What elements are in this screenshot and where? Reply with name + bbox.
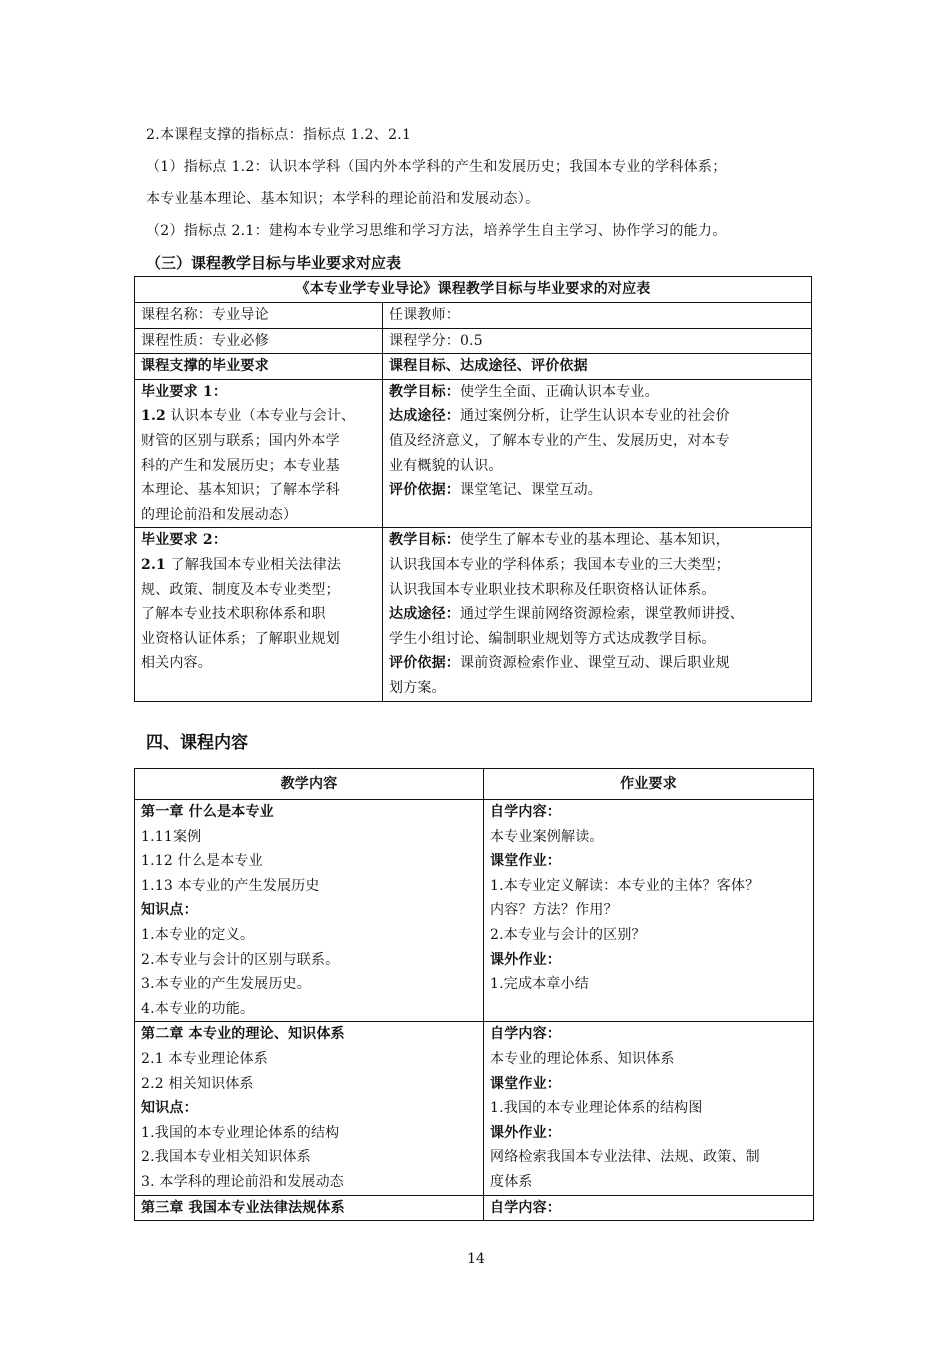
path-text: 通过案例分析，让学生认识本专业的社会价	[460, 408, 730, 425]
self-study-label: 自学内容：	[490, 1026, 561, 1043]
col-header-goals: 课程目标、达成途径、评价依据	[383, 354, 812, 380]
chapter-title: 第二章 本专业的理论、知识体系	[141, 1026, 345, 1043]
course-name-cell: 课程名称：专业导论	[135, 303, 383, 329]
homework-label: 课外作业：	[490, 1124, 561, 1141]
knowledge-point: 3. 本学科的理论前沿和发展动态	[141, 1173, 345, 1190]
requirement-text: 财管的区别与联系；国内外本学	[141, 432, 340, 449]
goal-text: 使学生了解本专业的基本理论、基本知识，	[460, 532, 730, 549]
knowledge-point: 3.本专业的产生发展历史。	[141, 976, 311, 993]
homework-text: 网络检索我国本专业法律、法规、政策、制	[490, 1149, 760, 1166]
self-study-text: 本专业的理论体系、知识体系	[490, 1050, 675, 1067]
chapter-3-title: 第三章 我国本专业法律法规体系	[135, 1195, 484, 1221]
knowledge-point: 1.我国的本专业理论体系的结构	[141, 1124, 340, 1141]
section-item: 2.2 相关知识体系	[141, 1075, 254, 1092]
teacher-cell: 任课教师：	[383, 303, 812, 329]
requirement-text: 科的产生和发展历史；本专业基	[141, 457, 340, 474]
self-study-label: 自学内容：	[490, 804, 561, 820]
course-nature-cell: 课程性质：专业必修	[135, 328, 383, 354]
requirement-1-title: 毕业要求 1：	[141, 383, 228, 400]
requirement-text: 相关内容。	[141, 655, 212, 672]
page-number: 14	[467, 1251, 485, 1267]
requirement-text: 规、政策、制度及本专业类型；	[141, 581, 340, 598]
path-text: 业有概貌的认识。	[389, 457, 503, 474]
eval-text: 课前资源检索作业、课堂互动、课后职业规	[460, 655, 730, 672]
section-3-heading: （三）课程教学目标与毕业要求对应表	[146, 254, 402, 272]
requirement-2-title: 毕业要求 2：	[141, 532, 228, 549]
classwork-text: 1.本专业定义解读：本专业的主体？客体？	[490, 877, 760, 894]
header-assignment: 作业要求	[484, 769, 814, 800]
classwork-label: 课堂作业：	[490, 853, 561, 870]
col-header-requirements: 课程支撑的毕业要求	[135, 354, 383, 380]
indicator-number: 2.1	[141, 556, 166, 573]
goal-text: 使学生全面、正确认识本专业。	[460, 383, 659, 400]
classwork-text: 内容？方法？作用？	[490, 902, 618, 919]
section-item: 2.1 本专业理论体系	[141, 1050, 268, 1067]
section-item: 1.13 本专业的产生发展历史	[141, 877, 320, 894]
knowledge-point: 4.本专业的功能。	[141, 1000, 255, 1017]
chapter-1-content	[135, 800, 484, 1022]
chapter-2-assignment	[484, 1022, 814, 1195]
homework-label: 课外作业：	[490, 951, 561, 968]
section-item: 1.12 什么是本专业	[141, 853, 263, 870]
classwork-text: 2.本专业与会计的区别？	[490, 926, 646, 943]
classwork-label: 课堂作业：	[490, 1075, 561, 1092]
homework-text: 度体系	[490, 1173, 533, 1190]
eval-text: 划方案。	[389, 679, 446, 696]
header-teaching-content: 教学内容	[135, 769, 484, 800]
chapter-1-assignment	[484, 800, 814, 1022]
requirement-text: 的理论前沿和发展动态）	[141, 506, 298, 523]
homework-text: 1.完成本章小结	[490, 976, 589, 993]
requirement-2-cell	[135, 528, 383, 701]
knowledge-label: 知识点：	[141, 1100, 198, 1117]
requirement-1-cell	[135, 379, 383, 528]
goal-text: 认识我国本专业的学科体系；我国本专业的三大类型；	[389, 556, 730, 573]
self-study-label: 自学内容：	[484, 1195, 814, 1221]
path-label: 达成途径：	[389, 606, 460, 623]
requirement-text: 本理论、基本知识；了解本学科	[141, 482, 340, 499]
knowledge-label: 知识点：	[141, 902, 198, 919]
path-label: 达成途径：	[389, 408, 460, 425]
requirement-text: 了解本专业技术职称体系和职	[141, 606, 326, 623]
goal-2-cell	[383, 528, 812, 701]
course-content-table	[134, 768, 814, 1221]
path-text: 通过学生课前网络资源检索，课堂教师讲授、	[460, 606, 744, 623]
knowledge-point: 1.本专业的定义。	[141, 926, 255, 943]
chapter-title: 第一章 什么是本专业	[141, 804, 274, 820]
section-4-heading: 四、课程内容	[146, 733, 248, 753]
indicator-number: 1.2	[141, 408, 166, 425]
classwork-text: 1.我国的本专业理论体系的结构图	[490, 1100, 703, 1117]
path-text: 学生小组讨论、编制职业规划等方式达成教学目标。	[389, 630, 716, 647]
eval-text: 课堂笔记、课堂互动。	[460, 482, 602, 499]
indicator-2-1: （2）指标点 2.1：建构本专业学习思维和学习方法，培养学生自主学习、协作学习的能力。	[146, 223, 727, 239]
indicator-intro: 2.本课程支撑的指标点：指标点 1.2、2.1	[146, 127, 412, 143]
eval-label: 评价依据：	[389, 655, 460, 672]
knowledge-point: 2.本专业与会计的区别与联系。	[141, 951, 340, 968]
section-item: 1.11案例	[141, 828, 202, 845]
indicator-1-2-line1: （1）指标点 1.2：认识本学科（国内外本学科的产生和发展历史；我国本专业的学科体系；	[146, 159, 727, 175]
self-study-text: 本专业案例解读。	[490, 828, 604, 845]
course-credit-cell: 课程学分：0.5	[383, 328, 812, 354]
knowledge-point: 2.我国本专业相关知识体系	[141, 1149, 311, 1166]
path-text: 值及经济意义，了解本专业的产生、发展历史，对本专	[389, 432, 730, 449]
chapter-2-content	[135, 1022, 484, 1195]
indicator-1-2-line2: 本专业基本理论、基本知识；本学科的理论前沿和发展动态）。	[146, 191, 540, 207]
goal-label: 教学目标：	[389, 532, 460, 549]
requirement-text: 业资格认证体系；了解职业规划	[141, 630, 340, 647]
goal-label: 教学目标：	[389, 383, 460, 400]
table1-title: 《本专业学专业导论》课程教学目标与毕业要求的对应表	[135, 277, 812, 303]
goal-1-cell	[383, 379, 812, 528]
eval-label: 评价依据：	[389, 482, 460, 499]
goals-requirements-table	[134, 276, 812, 702]
requirement-text: 认识本专业（本专业与会计、	[170, 408, 356, 425]
requirement-text: 了解我国本专业相关法律法	[170, 556, 342, 573]
goal-text: 认识我国本专业职业技术职称及任职资格认证体系。	[389, 581, 716, 598]
